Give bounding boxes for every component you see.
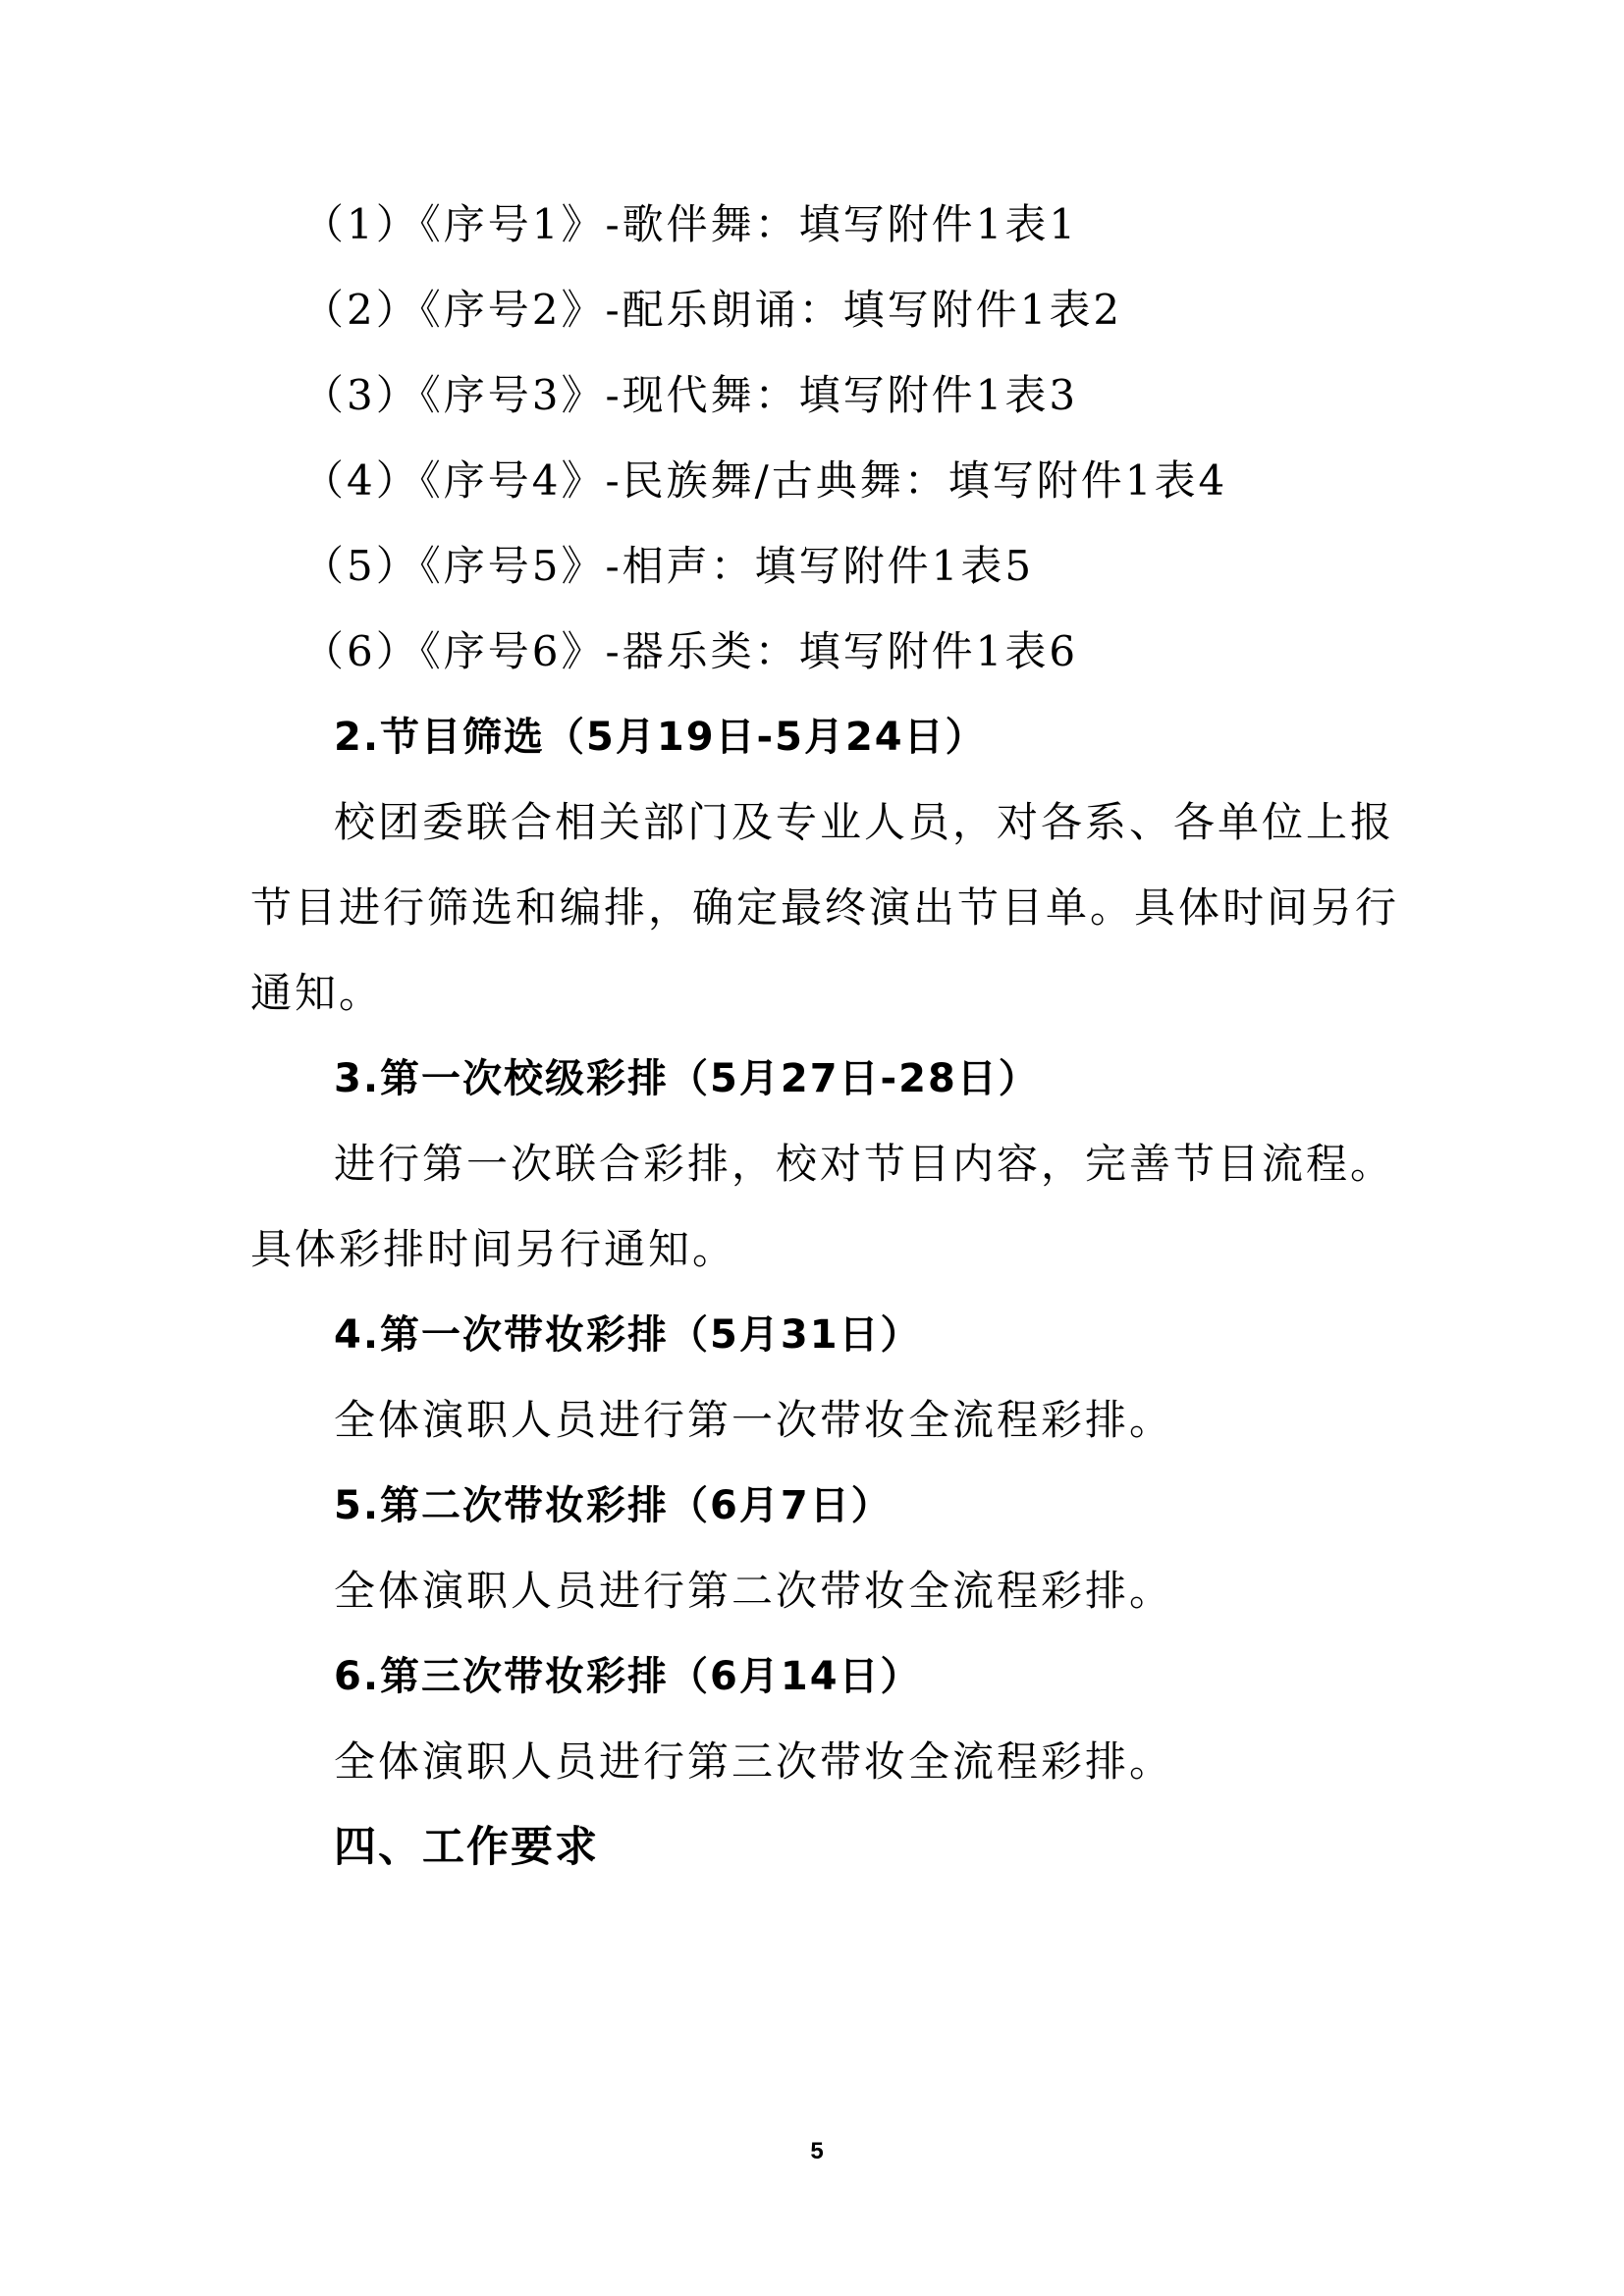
list-item: （5）《序号5》-相声：填写附件1表5: [302, 542, 1035, 590]
step4-heading: 4.第一次带妆彩排（5月31日）: [334, 1312, 922, 1358]
step5-heading: 5.第二次带妆彩排（6月7日）: [334, 1483, 893, 1528]
list-item: （4）《序号4》-民族舞/古典舞：填写附件1表4: [302, 456, 1228, 505]
paragraph-line: 校团委联合相关部门及专业人员，对各系、各单位上报: [334, 798, 1395, 846]
page-number: 5: [810, 2138, 824, 2164]
step2-heading: 2.节目筛选（5月19日-5月24日）: [334, 715, 987, 760]
list-item: （6）《序号6》-器乐类：填写附件1表6: [302, 627, 1079, 675]
paragraph-line: 全体演职人员进行第一次带妆全流程彩排。: [334, 1396, 1174, 1444]
step6-heading: 6.第三次带妆彩排（6月14日）: [334, 1654, 922, 1699]
list-item: （1）《序号1》-歌伴舞：填写附件1表1: [302, 200, 1079, 248]
paragraph-line: 节目进行筛选和编排，确定最终演出节目单。具体时间另行: [250, 883, 1400, 932]
paragraph-line: 具体彩排时间另行通知。: [250, 1225, 737, 1273]
step3-heading: 3.第一次校级彩排（5月27日-28日）: [334, 1056, 1040, 1101]
list-item: （2）《序号2》-配乐朗诵：填写附件1表2: [302, 286, 1123, 334]
paragraph-line: 通知。: [250, 969, 384, 1017]
paragraph-line: 全体演职人员进行第二次带妆全流程彩排。: [334, 1567, 1174, 1615]
list-item: （3）《序号3》-现代舞：填写附件1表3: [302, 371, 1079, 419]
paragraph-line: 进行第一次联合彩排，校对节目内容，完善节目流程。: [334, 1140, 1395, 1188]
section-heading: 四、工作要求: [334, 1823, 599, 1872]
paragraph-line: 全体演职人员进行第三次带妆全流程彩排。: [334, 1737, 1174, 1786]
